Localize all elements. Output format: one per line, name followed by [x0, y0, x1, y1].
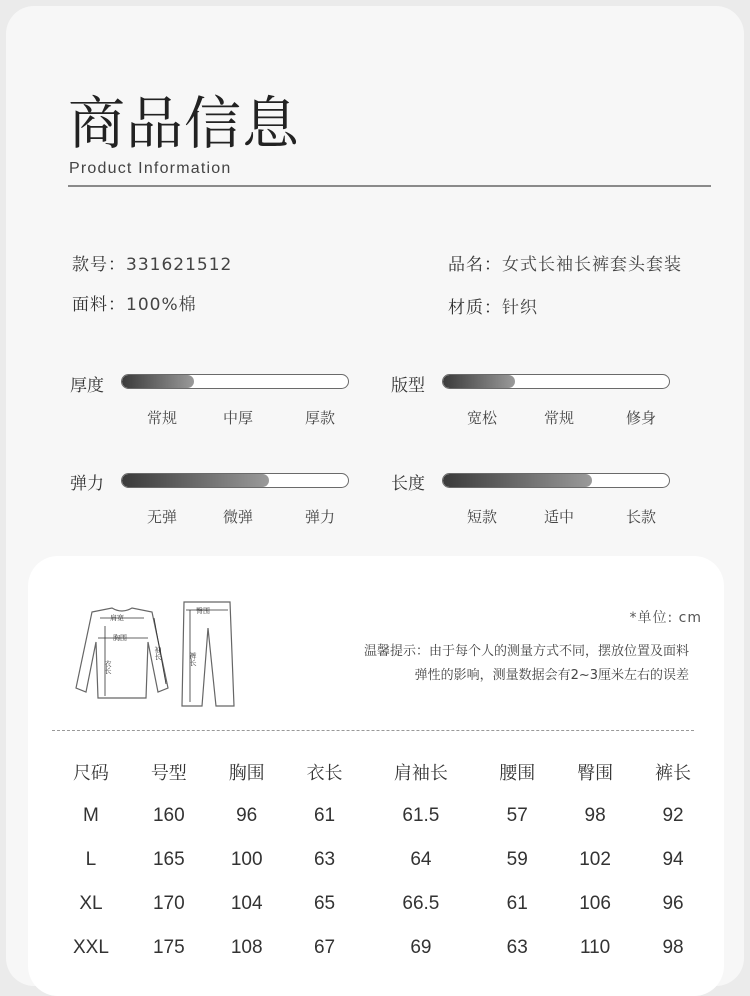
table-cell: 63 [506, 937, 528, 958]
table-cell: 165 [152, 849, 185, 870]
table-row [52, 926, 712, 970]
table-cell: 108 [230, 937, 263, 958]
style-number-value: 331621512 [126, 255, 233, 275]
fit-tick: 宽松 [466, 409, 498, 427]
table-cell: 96 [236, 805, 258, 826]
style-number-label: 款号： [72, 255, 126, 275]
table-cell: 104 [230, 893, 263, 914]
table-cell: L [85, 849, 97, 870]
column-header: 肩袖长 [393, 763, 448, 784]
product-name-row [448, 250, 682, 275]
length-tick: 长款 [625, 508, 657, 526]
table-cell: 64 [410, 849, 432, 870]
table-cell: XXL [72, 937, 109, 958]
thickness-bar [121, 374, 349, 389]
column-header: 胸围 [228, 763, 265, 784]
table-cell: M [83, 805, 99, 826]
shoulder-diagram-label: 肩宽 [110, 614, 124, 622]
table-cell: 175 [152, 937, 185, 958]
table-cell: XL [79, 893, 103, 914]
length-tick: 短款 [466, 508, 498, 526]
fit-label: 版型 [391, 376, 425, 396]
table-cell: 59 [506, 849, 528, 870]
fit-tick: 常规 [543, 409, 575, 427]
table-cell: 102 [579, 849, 611, 870]
table-cell: 57 [506, 805, 528, 826]
hip-diagram-label: 臀围 [196, 607, 210, 615]
material-row [448, 293, 538, 318]
table-cell: 67 [313, 937, 336, 958]
level-fill [443, 375, 515, 388]
dashed-divider [52, 730, 694, 731]
column-header: 尺码 [72, 763, 109, 784]
level-fill [443, 474, 592, 487]
elasticity-tick: 微弹 [222, 508, 254, 526]
fabric-value: 100%棉 [126, 295, 197, 315]
table-header-row [52, 750, 712, 794]
elasticity-tick: 无弹 [146, 508, 178, 526]
fit-tick: 修身 [625, 409, 657, 427]
level-fill [122, 474, 269, 487]
table-cell: 94 [662, 849, 684, 870]
table-cell: 61 [313, 805, 336, 826]
thickness-tick: 常规 [146, 409, 178, 427]
level-fill [122, 375, 194, 388]
column-header: 衣长 [306, 763, 343, 784]
title-divider [68, 185, 711, 187]
measurement-tip [307, 640, 689, 688]
table-cell: 61.5 [402, 805, 440, 826]
elasticity-tick: 弹力 [304, 508, 336, 526]
page-title: 商品信息 [68, 91, 300, 157]
unit-note: *单位: cm [629, 610, 702, 626]
size-table [52, 750, 712, 970]
elasticity-bar [121, 473, 349, 488]
table-cell: 160 [152, 805, 185, 826]
table-row [52, 838, 712, 882]
table-cell: 98 [584, 805, 606, 826]
length-bar [442, 473, 670, 488]
pants-length-diagram-label: 裤长 [189, 652, 197, 666]
product-name-value: 女式长袖长裤套头套装 [502, 255, 682, 275]
material-label: 材质： [448, 298, 502, 318]
tip-line: 弹性的影响，测量数据会有2~3厘米左右的误差 [414, 668, 689, 683]
table-cell: 170 [152, 893, 185, 914]
length-label: 长度 [391, 474, 425, 494]
table-cell: 65 [313, 893, 336, 914]
table-cell: 106 [579, 893, 611, 914]
fabric-row [72, 290, 197, 315]
thickness-tick: 中厚 [222, 409, 254, 427]
table-cell: 110 [579, 937, 611, 958]
table-cell: 100 [230, 849, 263, 870]
column-header: 裤长 [655, 763, 692, 784]
page-subtitle: Product Information [69, 160, 232, 177]
tip-line: 温馨提示：由于每个人的测量方式不同，摆放位置及面料 [363, 644, 689, 659]
material-value: 针织 [502, 298, 538, 318]
table-row [52, 882, 712, 926]
column-header: 号型 [150, 763, 187, 784]
elasticity-label: 弹力 [70, 474, 104, 494]
table-cell: 63 [313, 849, 336, 870]
length-diagram-label: 衣长 [104, 660, 112, 674]
table-cell: 69 [410, 937, 432, 958]
measurement-diagram [70, 598, 240, 716]
table-cell: 61 [506, 893, 528, 914]
column-header: 腰围 [499, 763, 536, 784]
fabric-label: 面料： [72, 295, 126, 315]
style-number-row [72, 250, 232, 275]
table-row [52, 794, 712, 838]
table-cell: 98 [662, 937, 684, 958]
product-name-label: 品名： [448, 255, 502, 275]
column-header: 臀围 [577, 763, 614, 784]
chest-diagram-label: 胸围 [113, 634, 127, 642]
table-cell: 66.5 [402, 893, 440, 914]
thickness-tick: 厚款 [304, 409, 336, 427]
table-cell: 92 [662, 805, 684, 826]
length-tick: 适中 [543, 508, 575, 526]
table-cell: 96 [662, 893, 684, 914]
fit-bar [442, 374, 670, 389]
thickness-label: 厚度 [70, 376, 104, 396]
sleeve-diagram-label: 袖长 [154, 646, 162, 660]
